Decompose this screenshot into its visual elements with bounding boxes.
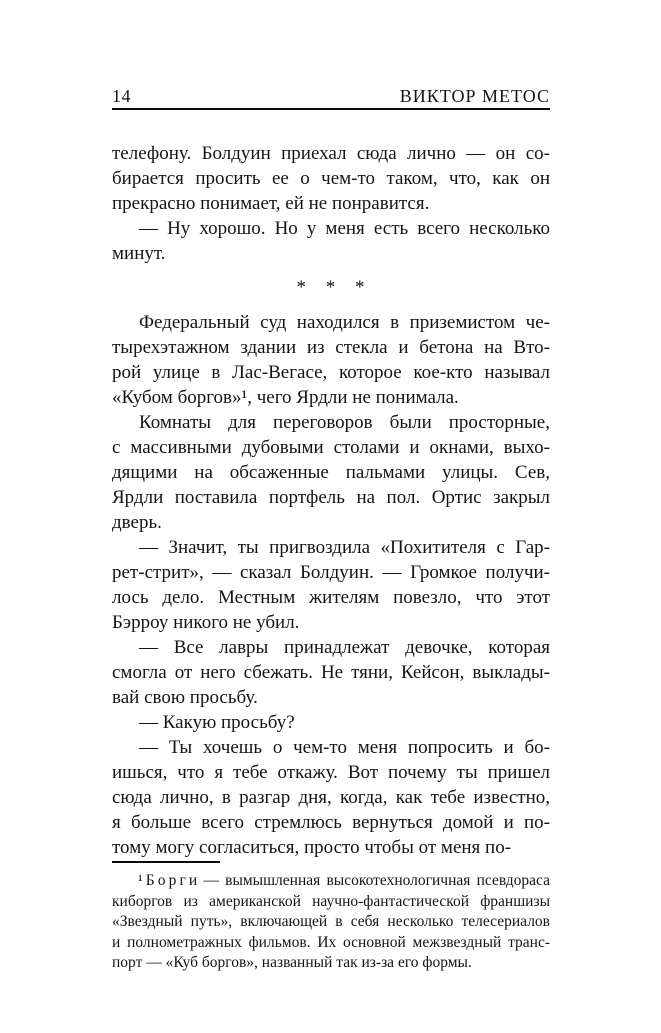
page-number: 14: [112, 86, 131, 106]
body-line: минут.: [112, 243, 166, 264]
body-line: лось дело. Местным жителям повезло, что этот: [112, 587, 550, 608]
running-title: ВИКТОР МЕТОС: [399, 86, 550, 106]
section-separator: * * *: [296, 277, 366, 298]
body-line: — Какую просьбу?: [139, 712, 295, 733]
footnote: [112, 871, 550, 974]
header-rule: [112, 108, 550, 110]
footnote-line: ¹ Б о р г и — вымышленная высокотехнологичная псевдораса: [138, 872, 550, 889]
body-line: Комнаты для переговоров были просторные,: [139, 412, 550, 433]
body-line: дверь.: [112, 512, 162, 533]
body-line: Ярдли поставила портфель на пол. Ортис закрыл: [112, 487, 550, 508]
body-line: вай свою просьбу.: [112, 687, 258, 708]
body-line: тому могу согласиться, просто чтобы от меня по-: [112, 837, 512, 858]
footnote-divider: [112, 861, 220, 863]
body-line: рет-стрит», — сказал Болдуин. — Громкое получи-: [112, 562, 550, 583]
body-line: дящими на обсаженные пальмами улицы. Сев,: [112, 462, 550, 483]
body-line: я больше всего стремлюсь вернуться домой и по-: [112, 812, 550, 833]
body-line: Федеральный суд находился в приземистом че-: [139, 312, 550, 333]
body-line: бирается просить ее о чем-то таком, что, как он: [112, 168, 550, 189]
footnote-line: киборгов из американской научно-фантастической франшизы: [112, 892, 550, 910]
page-header: [112, 86, 550, 107]
body-line: телефону. Болдуин приехал сюда лично — он со-: [112, 143, 550, 164]
body-line: — Все лавры принадлежат девочке, которая: [139, 637, 550, 658]
body-line: — Значит, ты пригвоздила «Похитителя с Гар-: [139, 537, 550, 558]
body-line: — Ну хорошо. Но у меня есть всего несколько: [139, 218, 550, 239]
body-line: Бэрроу никого не убил.: [112, 612, 300, 633]
body-text: [112, 141, 550, 860]
body-line: — Ты хочешь о чем-то меня попросить и бо-: [139, 737, 550, 758]
body-line: прекрасно понимает, ей не понравится.: [112, 193, 430, 214]
body-line: ишься, что я тебе откажу. Вот почему ты пришел: [112, 762, 550, 783]
body-line: смогла от него сбежать. Не тяни, Кейсон, выклады-: [112, 662, 550, 683]
footnote-line: и полнометражных фильмов. Их основной межзвездный транс-: [112, 933, 550, 951]
body-line: сюда лично, в разгар дня, когда, как тебе известно,: [112, 787, 550, 808]
footnote-line: порт — «Куб боргов», названный так из-за его формы.: [112, 954, 472, 971]
footnote-line: «Звездный путь», включающей в себя несколько телесериалов: [112, 913, 550, 930]
body-line: «Кубом боргов»¹, чего Ярдли не понимала.: [112, 387, 459, 408]
body-line: рой улице в Лас-Вегасе, которое кое-кто называл: [112, 362, 550, 383]
body-line: с массивными дубовыми столами и окнами, выхо-: [112, 437, 550, 458]
body-line: тырехэтажном здании из стекла и бетона на Вто-: [112, 337, 550, 358]
